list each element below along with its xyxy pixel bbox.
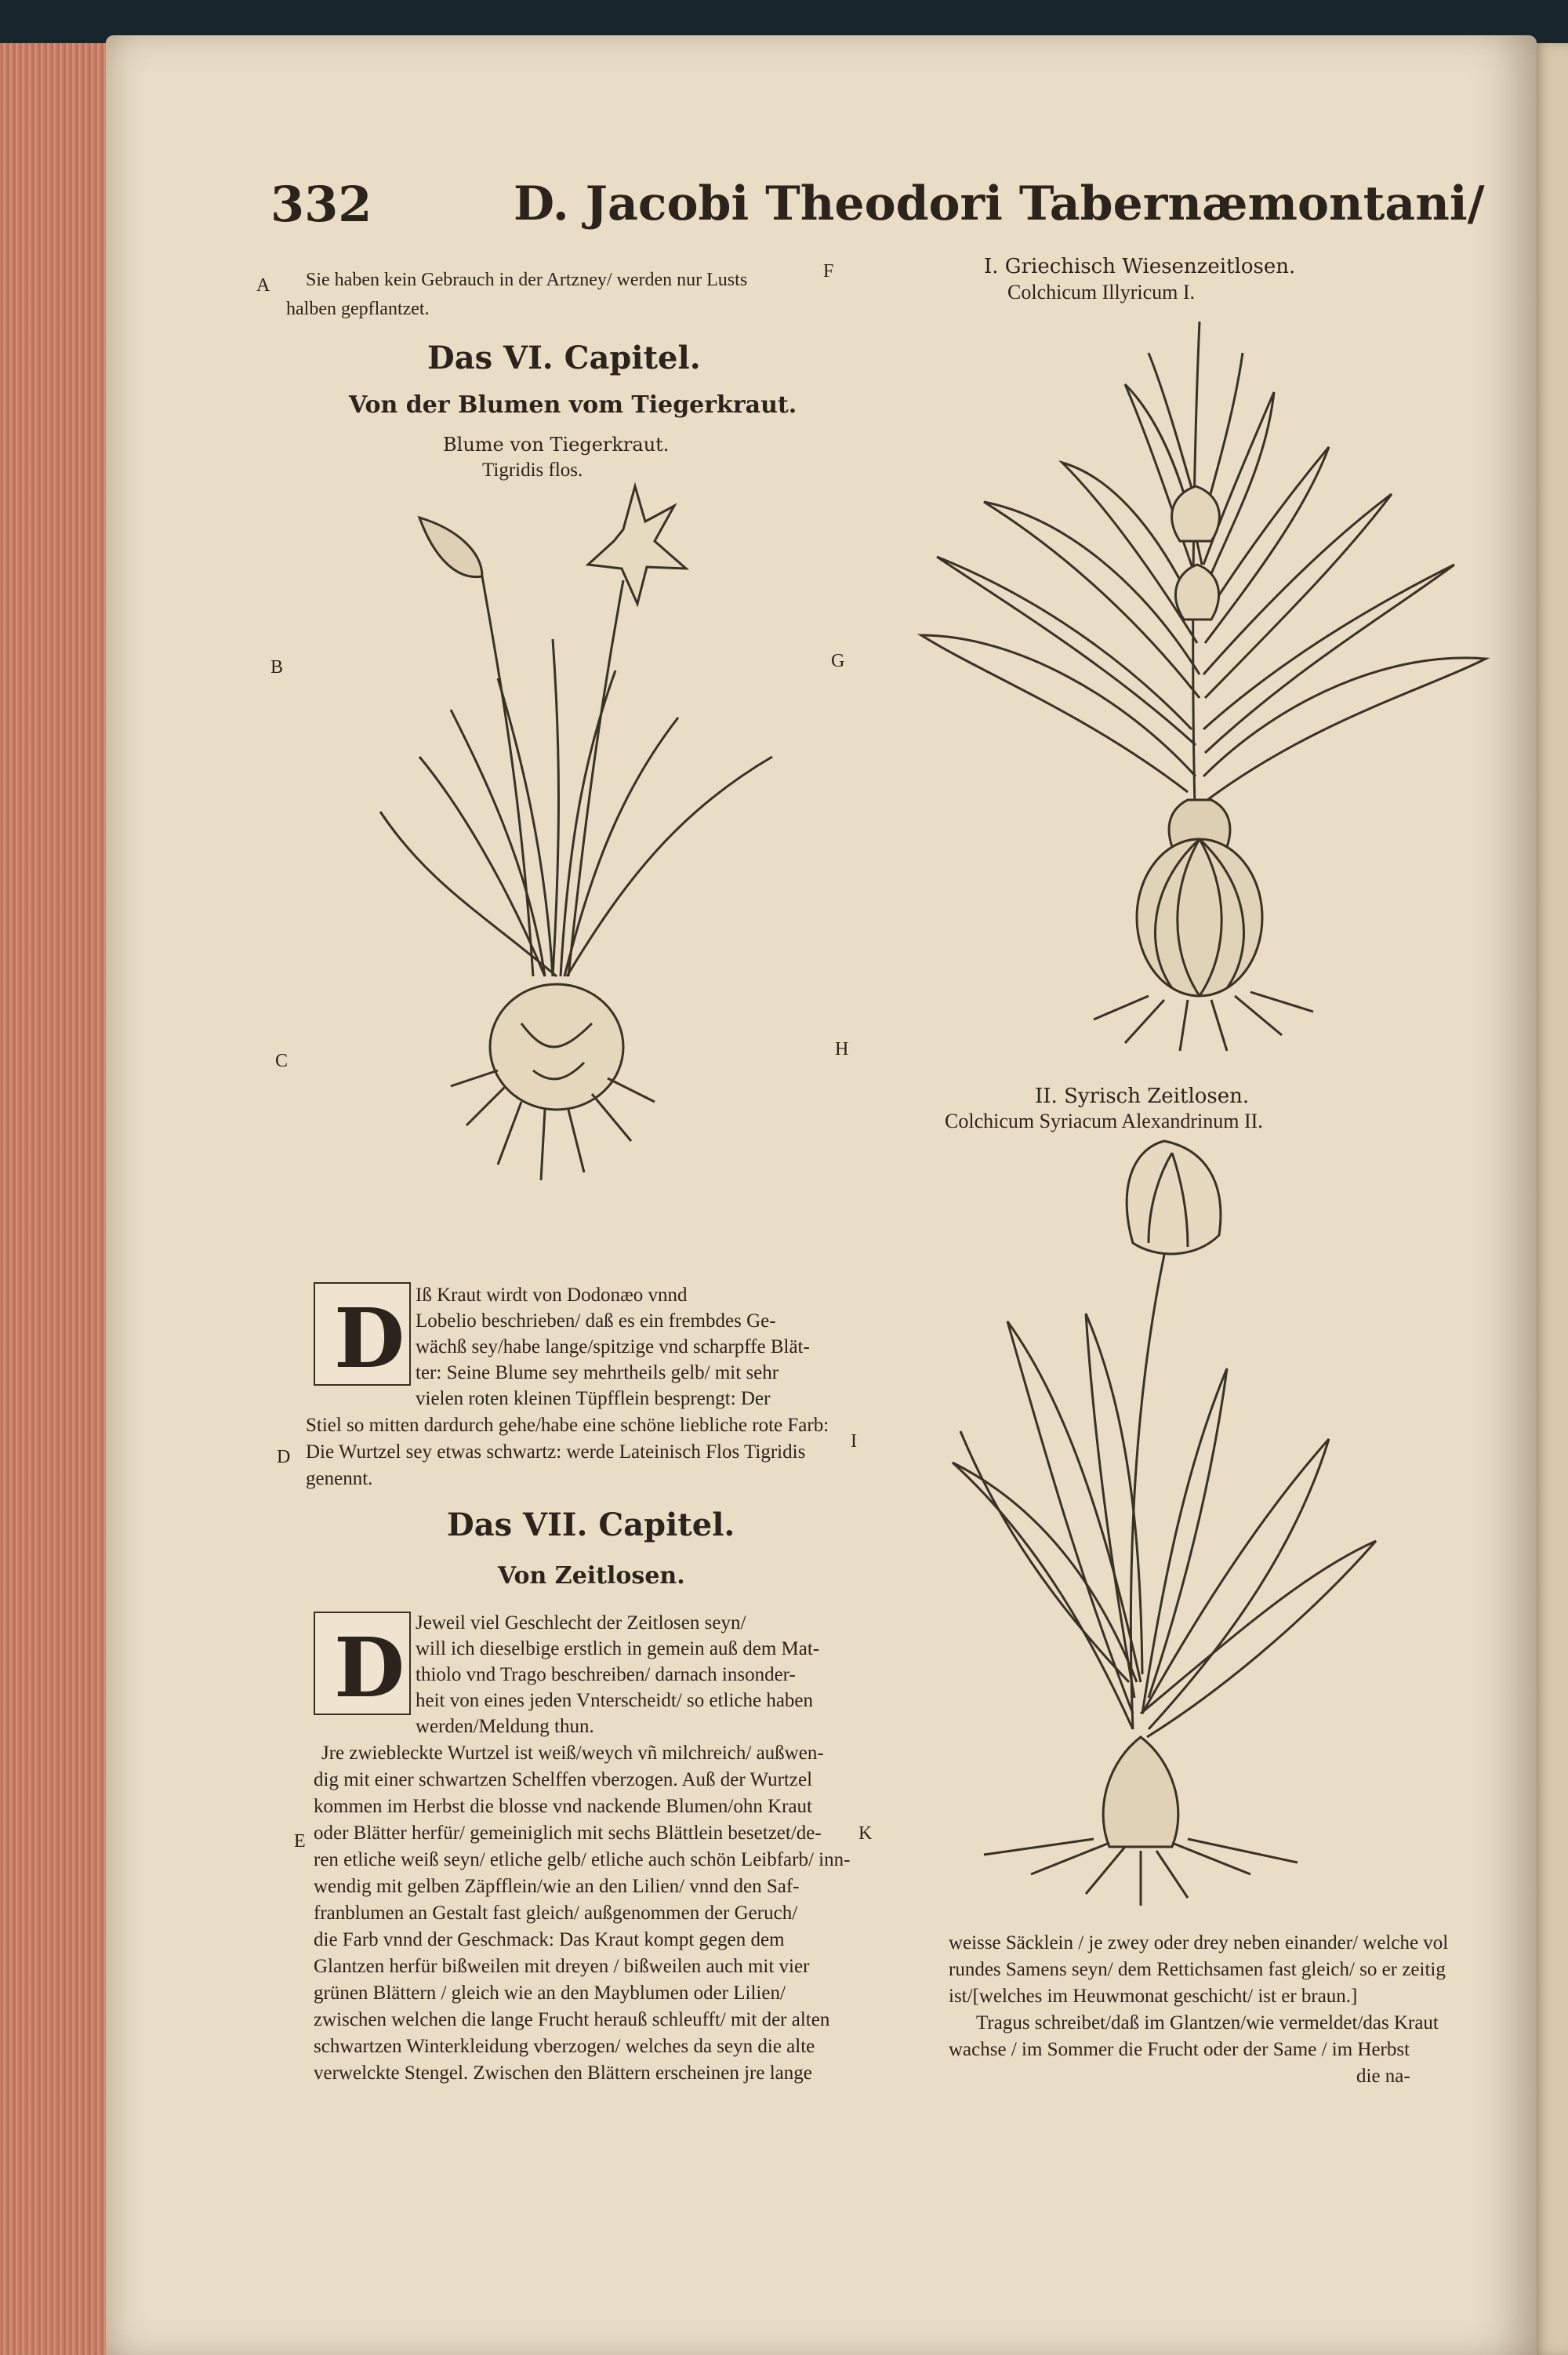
chapter6-initial: D xyxy=(314,1282,411,1386)
chapter7-subtitle: Von Zeitlosen. xyxy=(498,1562,685,1590)
ch7-line-3: thiolo vnd Trago beschreiben/ darnach insonder- xyxy=(416,1664,796,1685)
ch6-line-6: Stiel so mitten dardurch gehe/habe eine schöne liebliche rote Farb: xyxy=(306,1415,829,1436)
ch7-line-4: heit von eines jeden Vnterscheidt/ so etliche haben xyxy=(416,1690,814,1711)
figure2-caption-de: II. Syrisch Zeitlosen. xyxy=(1035,1085,1250,1108)
ch7-line-15: grünen Blättern / gleich wie an den Mayblumen oder Lilien/ xyxy=(314,1982,786,2004)
ch6-line-3: wächß sey/habe lange/spitzige vnd scharpffe Blät- xyxy=(416,1336,810,1357)
ch7-line-16: zwischen welchen die lange Frucht herauß schleufft/ mit der alten xyxy=(314,2009,830,2030)
ch6-line-8: genennt. xyxy=(306,1468,373,1489)
margin-letter-e: E xyxy=(294,1831,306,1852)
ch7-line-18: verwelckte Stengel. Zwischen den Blättern erscheinen jre lange xyxy=(314,2062,812,2084)
intro-line-1: Sie haben kein Gebrauch in der Artzney/ werden nur Lusts xyxy=(306,270,748,290)
book-page xyxy=(106,35,1537,2355)
figure-caption-de: Blume von Tiegerkraut. xyxy=(443,434,670,456)
ch7-line-12: franblumen an Gestalt fast gleich/ außgenommen der Geruch/ xyxy=(314,1903,798,1924)
ch6-line-1: Iß Kraut wirdt von Dodonæo vnnd xyxy=(416,1285,688,1306)
margin-letter-c: C xyxy=(275,1051,289,1071)
margin-letter-b: B xyxy=(270,657,284,678)
ch7-line-6: Jre zwiebleckte Wurtzel ist weiß/weych vñ milchreich/ außwen- xyxy=(321,1743,824,1764)
ch7-line-5: werden/Meldung thun. xyxy=(416,1716,594,1737)
colchicum-illyricum-illustration xyxy=(890,306,1501,1078)
chapter6-title: Das VI. Capitel. xyxy=(427,340,701,376)
right-line-3: ist/[welches im Heuwmonat geschicht/ ist er braun.] xyxy=(949,1986,1358,2007)
tiger-flower-illustration xyxy=(365,474,804,1251)
ch7-line-1: Jeweil viel Geschlecht der Zeitlosen seyn/ xyxy=(416,1612,746,1634)
colchicum-syriacum-illustration xyxy=(937,1133,1392,1921)
figure1-caption-de: I. Griechisch Wiesenzeitlosen. xyxy=(984,255,1296,278)
chapter7-initial: D xyxy=(314,1612,411,1715)
ch7-line-17: schwartzen Winterkleidung vberzogen/ welches da seyn die alte xyxy=(314,2036,815,2057)
ch6-line-4: ter: Seine Blume sey mehrtheils gelb/ mit sehr xyxy=(416,1362,779,1383)
right-line-1: weisse Säcklein / je zwey oder drey neben einander/ welche vol xyxy=(949,1932,1449,1953)
ch7-line-2: will ich dieselbige erstlich in gemein auß dem Mat- xyxy=(416,1638,820,1659)
page-edges-red xyxy=(0,43,118,2355)
ch7-line-9: oder Blätter herfür/ gemeiniglich mit sechs Blättlein besetzet/de- xyxy=(314,1823,822,1844)
margin-letter-a: A xyxy=(256,275,270,296)
right-line-6: die na- xyxy=(1356,2066,1410,2087)
ch7-line-13: die Farb vnnd der Geschmack: Das Kraut kompt gegen dem xyxy=(314,1929,785,1950)
intro-line-2: halben gepflantzet. xyxy=(286,299,430,319)
chapter6-subtitle: Von der Blumen vom Tiegerkraut. xyxy=(349,391,797,419)
right-line-5: wachse / im Sommer die Frucht oder der Same / im Herbst xyxy=(949,2039,1410,2060)
figure1-caption-la: Colchicum Illyricum I. xyxy=(1007,281,1196,303)
ch7-line-11: wendig mit gelben Zäpfflein/wie an den Lilien/ vnnd den Saf- xyxy=(314,1876,800,1897)
margin-letter-k: K xyxy=(858,1823,873,1844)
figure2-caption-la: Colchicum Syriacum Alexandrinum II. xyxy=(945,1110,1263,1132)
ch7-line-8: kommen im Herbst die blosse vnd nackende Blumen/ohn Kraut xyxy=(314,1796,812,1817)
ch6-line-7: Die Wurtzel sey etwas schwartz: werde Lateinisch Flos Tigridis xyxy=(306,1441,806,1463)
ch7-line-14: Glantzen herfür bißweilen mit dreyen / bißweilen auch mit vier xyxy=(314,1956,810,1977)
chapter7-title: Das VII. Capitel. xyxy=(447,1506,735,1543)
ch6-line-5: vielen roten kleinen Tüpfflein besprengt: Der xyxy=(416,1388,771,1409)
right-line-4: Tragus schreibet/daß im Glantzen/wie vermeldet/das Kraut xyxy=(976,2012,1439,2033)
margin-letter-f: F xyxy=(823,261,834,282)
right-line-2: rundes Samens seyn/ dem Rettichsamen fast gleich/ so er zeitig xyxy=(949,1959,1446,1980)
running-title: D. Jacobi Theodori Tabernæmontani/ xyxy=(514,176,1485,231)
page-number: 332 xyxy=(270,176,372,233)
margin-letter-d: D xyxy=(277,1447,291,1467)
margin-letter-i: I xyxy=(851,1431,857,1452)
margin-letter-h: H xyxy=(835,1039,849,1059)
figure-caption-la: Tigridis flos. xyxy=(482,460,583,481)
ch7-line-7: dig mit einer schwartzen Schelffen vberzogen. Auß der Wurtzel xyxy=(314,1769,813,1790)
ch7-line-10: ren etliche weiß seyn/ etliche gelb/ etliche auch schön Leibfarb/ inn- xyxy=(314,1849,851,1870)
facing-page-edge xyxy=(1533,43,1568,2355)
ch6-line-2: Lobelio beschrieben/ daß es ein frembdes Ge- xyxy=(416,1310,776,1332)
margin-letter-g: G xyxy=(831,651,845,671)
